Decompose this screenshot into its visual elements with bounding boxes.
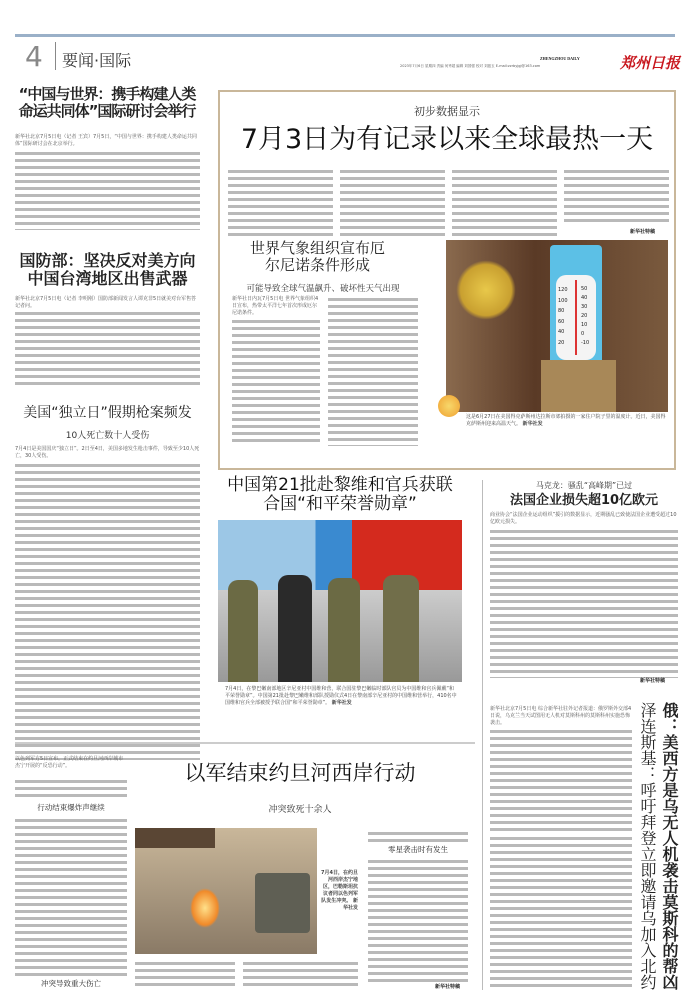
article-body (15, 150, 200, 230)
divider (55, 42, 56, 70)
article-body (340, 168, 445, 236)
article-lead: 7月4日是美国国庆“独立日”。2日至4日，美国多地发生枪击事件，导致至少10人死亡，30人受伤。 (15, 446, 200, 459)
article-subheadline: 冲突致死十余人 (268, 805, 332, 815)
main-headline: 7月3日为有记录以来全球最热一天 (240, 124, 654, 155)
article-body (243, 960, 358, 990)
article-body (228, 168, 333, 236)
photo-caption: 这是6月27日在美国得克萨斯州达拉斯市郊拍摄的一家住户院子里的温度计。近日，美国得克萨斯州迎来高温天气。 新华社发 (466, 414, 666, 427)
english-name: ZHENGZHOU DAILY (540, 56, 580, 61)
vertical-headline: 泽连斯基：呼吁拜登立即邀请乌加入北约 (638, 702, 657, 990)
byline: 新华社特稿 (435, 984, 461, 990)
f-tick: 40 (558, 329, 565, 335)
article-body (232, 318, 320, 446)
peacekeeper-photo (218, 520, 462, 682)
article-lead: 新华社北京7月5日电（记者 李明刚）国防部新闻发言人谭克非5日就美对台军售答记者问。 (15, 296, 197, 309)
subhead: 零星袭击时有发生 (388, 845, 448, 854)
article-body (368, 830, 468, 842)
c-tick: -10 (581, 340, 590, 346)
column-divider (482, 480, 483, 990)
date-line: 2023年7月6日 星期四 责编 何秀超 编辑 刘国强 校对 刘振玉 E-mail:zzrbyjgj@163.com (400, 64, 541, 68)
article-body (490, 528, 678, 678)
article-body (15, 462, 200, 760)
newspaper-logo: 郑州日报 (620, 54, 681, 72)
f-tick: 120 (558, 287, 568, 293)
f-tick: 60 (558, 318, 565, 325)
top-rule (15, 34, 675, 37)
article-lead: 新华社日内瓦7月5日电 世界气象组织4日宣布，热带太平洋七年首次形成厄尔尼诺条件。 (232, 296, 319, 316)
article-headline: 中国第21批赴黎维和官兵获联合国“和平荣誉勋章” (227, 475, 453, 514)
c-tick: 50 (581, 286, 588, 292)
article-body (328, 296, 418, 446)
basket (541, 360, 616, 412)
c-tick: 0 (581, 331, 585, 337)
article-body (564, 168, 669, 224)
article-body (135, 960, 235, 990)
article-headline: 美国“独立日”假期枪案频发 (23, 405, 192, 421)
article-body (15, 817, 127, 977)
article-body (452, 168, 557, 236)
article-headline: 世界气象组织宣布厄尔尼诺条件形成 (250, 239, 386, 274)
article-body (490, 728, 632, 833)
article-body (15, 778, 127, 800)
byline: 新华社特稿 (640, 678, 666, 684)
article-headline: 以军结束约旦河西岸行动 (184, 761, 416, 785)
byline: 新华社特稿 (630, 229, 656, 235)
c-tick: 30 (581, 304, 588, 310)
c-tick: 20 (581, 313, 588, 319)
article-body (490, 835, 632, 990)
article-body (15, 310, 200, 388)
subhead: 行动结束爆炸声继续 (37, 803, 105, 812)
kicker: 马克龙：骚乱“高峰期”已过 (535, 481, 633, 490)
vertical-headline: 俄：美西方是乌无人机袭击莫斯科的帮凶 (660, 702, 679, 990)
photo-caption: 7月4日，在黎巴嫩南部地区辛尼亚村中国维和营，联合国驻黎巴嫩临时部队官员为中国维和官兵佩戴“和平荣誉勋章”。中国第21批赴黎巴嫩维和部队授勋仪式4日在黎南部辛尼亚村的中国维和营举行，410名中国维和官兵全部被授予联合国“和平荣誉勋章”。 新华社发 (225, 686, 457, 706)
article-lead: 新华社北京7月5日电 综合新华社驻外记者报道：俄罗斯外交部4日说，乌克兰当天试图用无人机对莫斯科州的莫斯科州实施恐怖袭击。 (490, 706, 632, 726)
article-lead: 商业协会“法国企业运动组织”援引的数据显示，近期骚乱已致使法国企业遭受超过10亿欧元损失。 (490, 512, 677, 525)
f-tick: 100 (558, 297, 568, 304)
article-subheadline: 10人死亡数十人受伤 (65, 431, 150, 441)
article-headline: 国防部：坚决反对美方向中国台湾地区出售武器 (19, 251, 196, 288)
article-subheadline: 可能导致全球气温飙升、破坏性天气出现 (246, 284, 400, 294)
f-tick: 80 (558, 308, 565, 314)
clash-photo (135, 828, 317, 954)
sun-thermometer-icon (438, 395, 460, 417)
article-lead: 以色列军方5日宣布，正式结束在约旦河西岸城市杰宁开展的“反恐行动”。 (15, 756, 124, 769)
section-title: 要闻·国际 (62, 51, 132, 70)
section-rule (15, 742, 475, 744)
flowers (456, 260, 516, 320)
page-number: 4 (25, 40, 43, 73)
article-headline: 法国企业损失超10亿欧元 (509, 493, 659, 508)
c-tick: 40 (581, 295, 588, 301)
kicker: 初步数据显示 (414, 105, 480, 118)
f-tick: 20 (558, 339, 565, 346)
photo-caption: 7月4日，在约旦河西岸杰宁地区，巴勒斯坦抗议者同以色列军队发生冲突。 新华社发 (321, 870, 358, 911)
c-tick: 10 (581, 322, 588, 328)
article-lead: 新华社北京7月5日电（记者 王宾）7月5日，“中国与世界：携手构建人类命运共同体”国际研讨会在北京举行。 (15, 134, 197, 147)
thermometer (550, 245, 602, 365)
article-headline: “中国与世界：携手构建人类命运共同体”国际研讨会举行 (18, 85, 196, 120)
thermometer-photo (446, 240, 668, 412)
article-body (368, 858, 468, 982)
subhead: 冲突导致重大伤亡 (41, 979, 101, 988)
